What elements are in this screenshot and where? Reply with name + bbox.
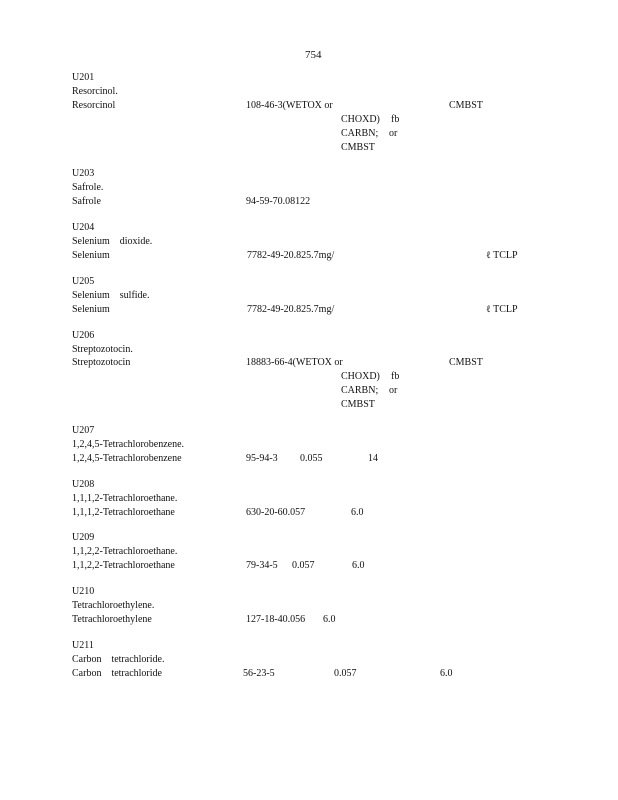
entry-tclp: ℓ TCLP [486,250,518,261]
entry-name: Tetrachloroethylene [72,614,152,625]
entry-cas: 7782-49-20.825.7mg/ [247,250,335,261]
entry-code: U209 [72,532,95,543]
entry-code: U211 [72,640,94,651]
entry-cas: 127-18-40.056 [246,614,306,625]
entry-sub-text: CMBST [341,142,375,153]
entry-description: Selenium dioxide. [72,236,153,247]
entry-name: 1,2,4,5-Tetrachlorobenzene [72,453,182,464]
entry-cas: 56-23-5 [243,668,275,679]
entry-name: Safrole [72,196,101,207]
entry-sub-text: CHOXD) [341,371,380,382]
entry-nonwastewater-value: 6.0 [352,560,365,571]
entry-description: Tetrachloroethylene. [72,600,155,611]
entry-sub-text: CMBST [341,399,375,410]
entry-sub-text: fb [391,371,400,382]
entry-description: Selenium sulfide. [72,290,150,301]
entry-cas: 7782-49-20.825.7mg/ [247,304,335,315]
entry-cas: 95-94-3 [246,453,278,464]
page-number: 754 [305,49,322,61]
entry-name: Selenium [72,304,110,315]
entry-sub-text: fb [391,114,400,125]
entry-wastewater-value: 0.057 [334,668,357,679]
entry-sub-text: or [389,385,398,396]
entry-nonwastewater-value: 6.0 [351,507,364,518]
entry-code: U205 [72,276,95,287]
entry-sub-text: or [389,128,398,139]
entry-sub-text: CARBN; [341,128,379,139]
entry-description: 1,1,1,2-Tetrachloroethane. [72,493,178,504]
entry-technology: CMBST [449,100,483,111]
entry-name: Selenium [72,250,110,261]
entry-name: Carbon tetrachloride [72,668,162,679]
entry-cas: 79-34-5 [246,560,278,571]
entry-wastewater-value: 0.057 [292,560,315,571]
entry-cas: 630-20-60.057 [246,507,306,518]
entry-code: U208 [72,479,95,490]
entry-name: Streptozotocin [72,357,131,368]
entry-nonwastewater-value: 14 [368,453,378,464]
entry-name: 1,1,2,2-Tetrachloroethane [72,560,175,571]
entry-code: U207 [72,425,95,436]
entry-code: U203 [72,168,95,179]
entry-description: Safrole. [72,182,104,193]
entry-nonwastewater-value: 6.0 [323,614,336,625]
entry-technology: CMBST [449,357,483,368]
entry-cas: 108-46-3(WETOX or [246,100,333,111]
entry-sub-text: CHOXD) [341,114,380,125]
entry-cas: 18883-66-4(WETOX or [246,357,343,368]
entry-tclp: ℓ TCLP [486,304,518,315]
entry-description: 1,2,4,5-Tetrachlorobenzene. [72,439,185,450]
entry-code: U210 [72,586,95,597]
entry-cas: 94-59-70.08122 [246,196,311,207]
entry-nonwastewater-value: 6.0 [440,668,453,679]
entry-description: Streptozotocin. [72,344,133,355]
entry-wastewater-value: 0.055 [300,453,323,464]
entry-code: U206 [72,330,95,341]
entry-code: U204 [72,222,95,233]
entry-description: 1,1,2,2-Tetrachloroethane. [72,546,178,557]
entry-name: 1,1,1,2-Tetrachloroethane [72,507,175,518]
entry-description: Resorcinol. [72,86,118,97]
entry-name: Resorcinol [72,100,116,111]
entry-code: U201 [72,72,95,83]
entry-description: Carbon tetrachloride. [72,654,165,665]
entry-sub-text: CARBN; [341,385,379,396]
